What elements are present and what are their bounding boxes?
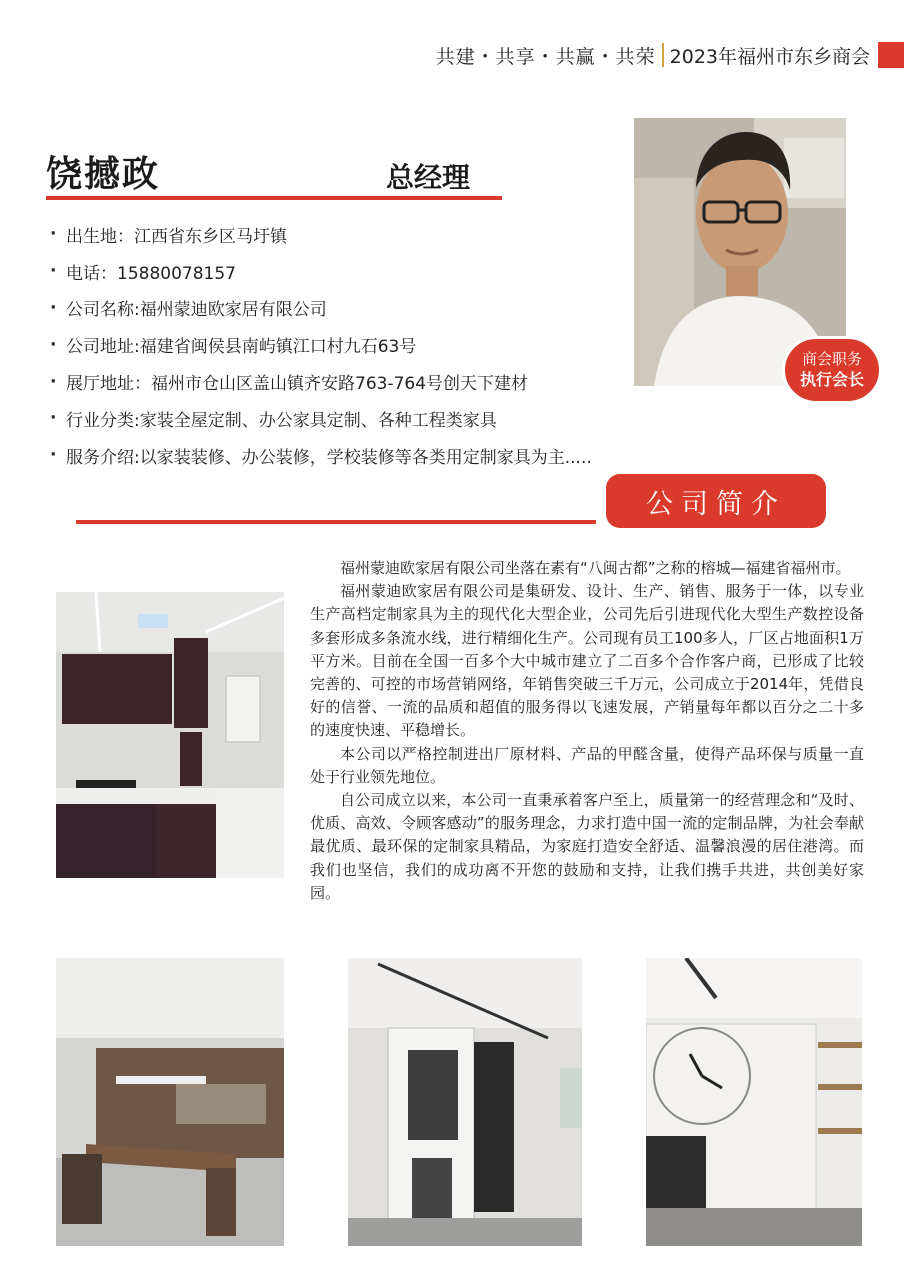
info-list — [50, 216, 690, 474]
wardrobe-photo — [348, 958, 582, 1246]
section-title: 公司简介 — [606, 474, 826, 528]
section-underline — [76, 520, 596, 524]
bullet-dot: · — [50, 334, 57, 355]
role-badge-title: 商会职务 — [801, 350, 862, 368]
person-name: 饶撼政 — [46, 154, 161, 195]
bullet-dot: · — [50, 261, 57, 282]
info-text: 公司地址:福建省闽侯县南屿镇江口村九石63号 — [66, 337, 417, 358]
intro-paragraph: 自公司成立以来，本公司一直秉承着客户至上，质量第一的经营理念和“及时、优质、高效、令顾客感动”的服务理念，力求打造中国一流的定制品牌，为社会奉献最优质、最环保的定制家具精品，为家庭打造安全舒适、温馨浪漫的居住港湾。而我们也坚信，我们的成功离不开您的鼓励和支持，让我们携手共进，共创美好家园。 — [310, 791, 864, 902]
info-showroom-address — [50, 363, 690, 400]
bullet-dot: · — [50, 408, 57, 429]
info-text: 服务介绍:以家装装修、办公装修，学校装修等各类用定制家具为主..... — [66, 447, 592, 468]
bullet-dot: · — [50, 445, 57, 466]
bullet-dot: · — [50, 224, 57, 245]
bullet-dot: · — [50, 297, 57, 318]
intro-paragraph: 福州蒙迪欧家居有限公司是集研发、设计、生产、销售、服务于一体，以专业生产高档定制家具为主的现代化大型企业，公司先后引进现代化大型生产数控设备多套形成多条流水线，进行精细化生产。公司现有员工100多人，厂区占地面积1万平方米。目前在全国一百多个大中城市建立了二百多个合作客户商，已形成了比较完善的、可控的市场营销网络，年销售突破三千万元，公司成立于2014年，凭借良好的信誉、一流的品质和超值的服务得以飞速发展，产销量每年都以百分之二十多的速度快速、平稳增长。 — [310, 582, 864, 740]
info-company-name — [50, 290, 690, 327]
bullet-dot: · — [50, 371, 57, 392]
page-header — [436, 40, 904, 70]
header-organization: 2023年福州市东乡商会 — [669, 45, 870, 68]
info-text: 出生地：江西省东乡区马圩镇 — [66, 226, 287, 247]
info-text: 行业分类:家装全屋定制、办公家具定制、各种工程类家具 — [66, 410, 497, 431]
living-room-clock-photo — [646, 958, 862, 1246]
person-position: 总经理 — [386, 161, 471, 194]
info-services — [50, 437, 690, 474]
role-badge — [782, 336, 882, 404]
kitchen-photo — [56, 592, 284, 878]
role-badge-value: 执行会长 — [799, 370, 864, 389]
info-text: 公司名称:福州蒙迪欧家居有限公司 — [66, 300, 327, 321]
name-underline — [46, 196, 502, 200]
info-company-address — [50, 326, 690, 363]
company-intro — [310, 557, 864, 905]
info-text: 电话：15880078157 — [66, 263, 236, 284]
info-text: 展厅地址：福州市仓山区盖山镇齐安路763-764号创天下建材 — [66, 374, 529, 395]
info-birthplace — [50, 216, 690, 253]
info-phone — [50, 253, 690, 290]
info-industry — [50, 400, 690, 437]
intro-paragraph: 福州蒙迪欧家居有限公司坐落在素有“八闽古都”之称的榕城—福建省福州市。 — [340, 559, 851, 577]
office-desk-photo — [56, 958, 284, 1246]
header-slogan: 共建・共享・共赢・共荣 — [435, 45, 656, 68]
intro-paragraph: 本公司以严格控制进出厂原材料、产品的甲醛含量，使得产品环保与质量一直处于行业领先地位。 — [310, 744, 864, 786]
header-separator — [662, 43, 664, 67]
header-accent-square — [878, 42, 904, 68]
